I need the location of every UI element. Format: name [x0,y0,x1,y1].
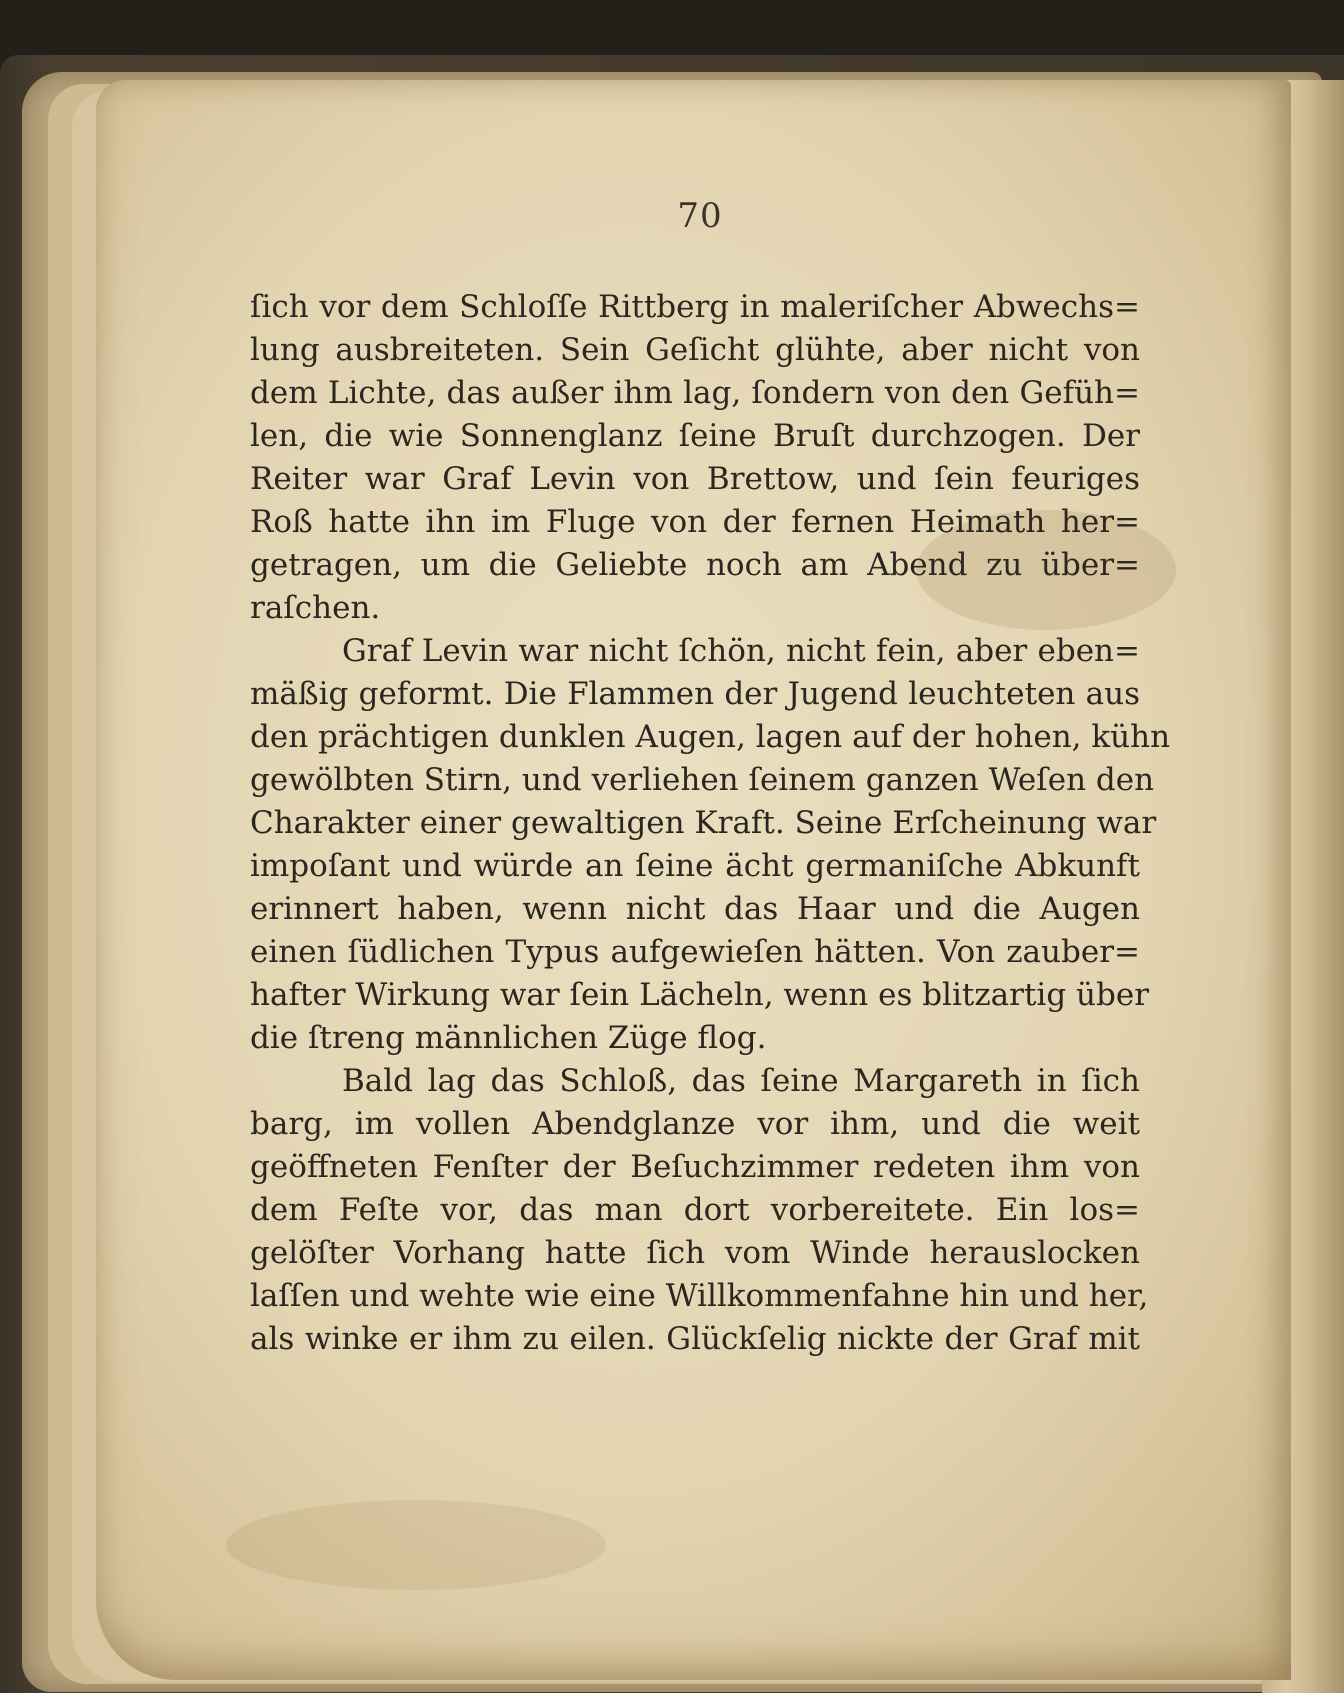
text-line: getragen, um die Geliebte noch am Abend zu über= [250,547,1140,583]
text-line: lung ausbreiteten. Sein Geſicht glühte, aber nicht von [250,332,1140,368]
text-line: Graf Levin war nicht ſchön, nicht fein, aber eben= [342,633,1140,669]
text-line: len, die wie Sonnenglanz ſeine Bruſt durchzogen. Der [250,418,1140,454]
text-line: gelöſter Vorhang hatte ſich vom Winde herauslocken [250,1235,1140,1271]
text-line: raſchen. [250,590,381,626]
text-line: dem Feſte vor, das man dort vorbereitete. Ein los= [250,1192,1140,1228]
text-line: Roß hatte ihn im Fluge von der fernen Heimath her= [250,504,1140,540]
text-line: laſſen und wehte wie eine Willkommenfahne hin und her, [250,1278,1149,1314]
page-number: 70 [677,196,723,236]
text-line: erinnert haben, wenn nicht das Haar und die Augen [250,891,1140,927]
text-line: mäßig geformt. Die Flammen der Jugend leuchteten aus [250,676,1140,712]
text-line: die ſtreng männlichen Züge flog. [250,1020,767,1056]
text-line: hafter Wirkung war ſein Lächeln, wenn es blitzartig über [250,977,1150,1013]
text-line: Bald lag das Schloß, das ſeine Margareth in ſich [342,1063,1140,1099]
text-line: den prächtigen dunklen Augen, lagen auf der hohen, kühn [250,719,1171,755]
text-line: ſich vor dem Schloſſe Rittberg in maleriſcher Abwechs= [250,289,1140,325]
text-line: einen ſüdlichen Typus aufgewieſen hätten. Von zauber= [250,934,1140,970]
text-line: Charakter einer gewaltigen Kraft. Seine Erſcheinung war [250,805,1157,841]
text-line: gewölbten Stirn, und verliehen ſeinem ganzen Weſen den [250,762,1155,798]
text-line: impoſant und würde an ſeine ächt germaniſche Abkunft [250,848,1140,884]
text-line: als winke er ihm zu eilen. Glückſelig nickte der Graf mit [250,1321,1140,1357]
text-line: Reiter war Graf Levin von Brettow, und ſein feuriges [250,461,1140,497]
paper-stain [226,1500,606,1590]
text-line: dem Lichte, das außer ihm lag, ſondern von den Gefüh= [250,375,1140,411]
text-line: geöffneten Fenſter der Beſuchzimmer redeten ihm von [250,1149,1140,1185]
body-text [250,286,1171,1361]
text-line: barg, im vollen Abendglanze vor ihm, und die weit [250,1106,1140,1142]
